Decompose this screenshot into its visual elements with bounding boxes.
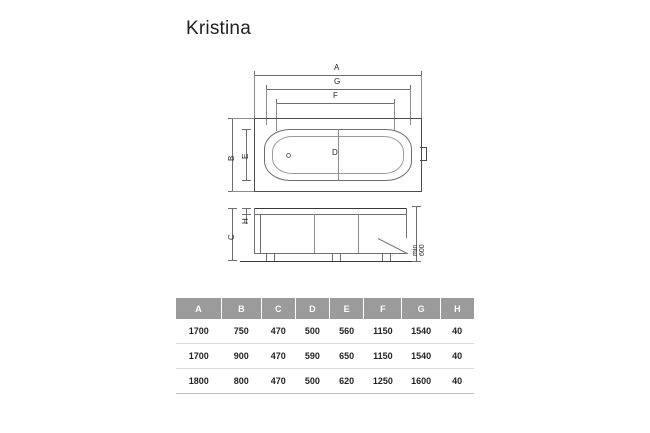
cell-f: 1150 — [364, 319, 402, 344]
section-bottom — [254, 253, 406, 254]
table-header-f: F — [364, 298, 402, 319]
dim-label-f: F — [333, 91, 338, 100]
dim-tick-h-top — [242, 208, 251, 209]
plan-view-drawing — [222, 63, 422, 193]
foot-2 — [274, 253, 275, 261]
table-header-e: E — [330, 298, 364, 319]
cell-h: 40 — [440, 319, 474, 344]
tub-overflow-notch — [420, 147, 427, 161]
cell-f: 1250 — [364, 369, 402, 394]
cell-b: 800 — [222, 369, 262, 394]
dim-line-g — [266, 89, 411, 90]
ext-line-right-outer — [421, 75, 422, 123]
floor-line — [240, 261, 420, 262]
table-header-g: G — [402, 298, 440, 319]
foot-4 — [340, 253, 341, 261]
cell-a: 1700 — [176, 319, 222, 344]
section-left-edge — [254, 208, 255, 253]
cell-g: 1540 — [402, 319, 440, 344]
section-divider-1 — [314, 214, 315, 253]
dim-label-a: A — [334, 63, 340, 72]
page-title: Kristina — [186, 18, 251, 39]
section-slope-wrap — [378, 238, 408, 254]
dim-tick-min600-top — [412, 206, 421, 207]
cell-b: 900 — [222, 344, 262, 369]
tub-center-line — [338, 129, 339, 181]
table-row — [176, 344, 474, 369]
table-header-b: B — [222, 298, 262, 319]
table-header-d: D — [295, 298, 329, 319]
cell-b: 750 — [222, 319, 262, 344]
cell-h: 40 — [440, 344, 474, 369]
ext-line-b-top — [232, 118, 254, 119]
cell-a: 1700 — [176, 344, 222, 369]
dim-tick-e-top — [242, 129, 251, 130]
section-top-rim — [254, 208, 406, 209]
foot-1 — [266, 253, 267, 261]
dim-tick-c-top — [228, 208, 237, 209]
table-header-a: A — [176, 298, 222, 319]
table-header-row — [176, 298, 474, 319]
dim-label-h: H — [241, 218, 250, 224]
drain-point — [286, 153, 291, 158]
section-divider-2 — [358, 214, 359, 253]
cell-e: 560 — [330, 319, 364, 344]
cell-d: 500 — [295, 369, 329, 394]
cell-d: 500 — [295, 319, 329, 344]
dim-label-min600: min 600 — [412, 244, 426, 256]
table-header-h: H — [440, 298, 474, 319]
dim-line-f — [276, 103, 395, 104]
section-rim-underside — [254, 214, 406, 215]
cell-g: 1600 — [402, 369, 440, 394]
cell-c: 470 — [261, 344, 295, 369]
table-row — [176, 319, 474, 344]
cell-d: 590 — [295, 344, 329, 369]
foot-6 — [390, 253, 391, 261]
section-right-edge — [406, 208, 407, 238]
dim-label-b: B — [227, 155, 236, 161]
section-left-inner — [260, 214, 261, 253]
cell-f: 1150 — [364, 344, 402, 369]
ext-line-left-outer — [254, 75, 255, 123]
section-view-drawing — [222, 198, 426, 270]
dim-tick-min600-bottom — [412, 261, 421, 262]
foot-5 — [382, 253, 383, 261]
foot-3 — [332, 253, 333, 261]
ext-line-b-bottom — [232, 191, 254, 192]
table-header-c: C — [261, 298, 295, 319]
dim-tick-e-bottom — [242, 180, 251, 181]
cell-a: 1800 — [176, 369, 222, 394]
dim-tick-c-bottom — [228, 260, 237, 261]
table-row — [176, 369, 474, 394]
dim-label-c: C — [227, 234, 236, 240]
cell-c: 470 — [261, 319, 295, 344]
dim-label-e: E — [241, 153, 250, 159]
dim-label-d: D — [332, 148, 338, 157]
cell-e: 620 — [330, 369, 364, 394]
dimensions-table — [176, 298, 474, 394]
dim-line-a — [254, 75, 422, 76]
cell-h: 40 — [440, 369, 474, 394]
cell-g: 1540 — [402, 344, 440, 369]
cell-e: 650 — [330, 344, 364, 369]
dim-label-g: G — [334, 77, 341, 86]
dim-tick-h-bottom — [242, 214, 251, 215]
cell-c: 470 — [261, 369, 295, 394]
